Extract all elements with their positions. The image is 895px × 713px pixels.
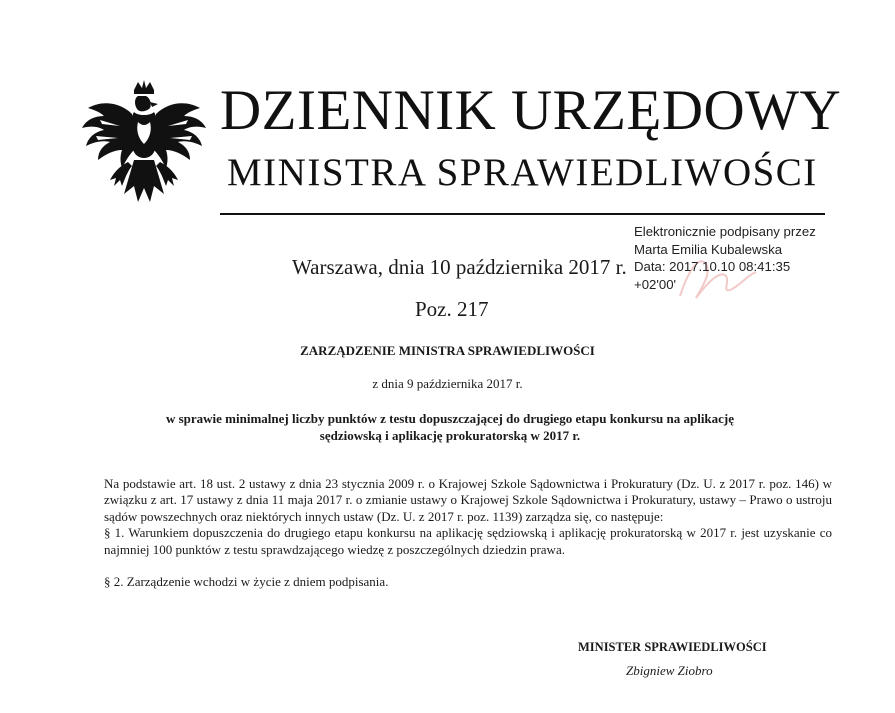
journal-title: DZIENNIK URZĘDOWY: [220, 79, 842, 142]
position-number: Poz. 217: [415, 297, 489, 321]
subject-line: sędziowską i aplikację prokuratorską w 2017 r.: [319, 428, 581, 443]
signature-date: Data: 2017.10.10 08:41:35: [634, 259, 791, 274]
subject-line: w sprawie minimalnej liczby punktów z testu dopuszczającej do drugiego etapu konkursu na aplikację: [165, 411, 735, 426]
eagle-emblem-icon: [80, 78, 208, 216]
paragraph-1: § 1. Warunkiem dopuszczenia do drugiego etapu konkursu na aplikację sędziowską i aplikację prokuratorską w 2017 r. jest uzyskanie co najmniej 100 punktów z testu sprawdzającego wiedzę z poszczególnych dziedzin prawa.: [104, 525, 832, 557]
signature-timezone: +02'00': [634, 276, 677, 292]
electronic-signature-block: [634, 223, 889, 293]
legal-basis-text: Na podstawie art. 18 ust. 2 ustawy z dnia 23 stycznia 2009 r. o Krajowej Szkole Sądownictwa i Prokuratury (Dz. U. z 2017 r. poz. 146) w związku z art. 17 ustawy z dnia 11 maja 2017 r. o zmianie ustawy o Krajowej Szkole Sądownictwa i Prokuratury, ustawy – Prawo o ustroju sądów powszechnych oraz niektórych innych ustaw (Dz. U. z 2017 r. poz. 1139) zarządza się, co następuje:: [104, 475, 832, 524]
signature-signer: Marta Emilia Kubalewska: [634, 241, 783, 257]
legal-basis-paragraph: [104, 459, 832, 525]
header-divider: [220, 213, 825, 215]
paragraph-2: § 2. Zarządzenie wchodzi w życie z dniem podpisania.: [104, 574, 389, 589]
document-heading: ZARZĄDZENIE MINISTRA SPRAWIEDLIWOŚCI: [300, 343, 595, 358]
document-subject: [120, 410, 780, 444]
journal-subtitle: MINISTRA SPRAWIEDLIWOŚCI: [227, 151, 818, 194]
signature-line: Elektronicznie podpisany przez: [634, 224, 816, 239]
minister-title: MINISTER SPRAWIEDLIWOŚCI: [578, 640, 767, 654]
place-and-date: Warszawa, dnia 10 października 2017 r.: [292, 255, 627, 279]
minister-name: Zbigniew Ziobro: [626, 663, 713, 678]
document-date: z dnia 9 października 2017 r.: [372, 376, 523, 391]
